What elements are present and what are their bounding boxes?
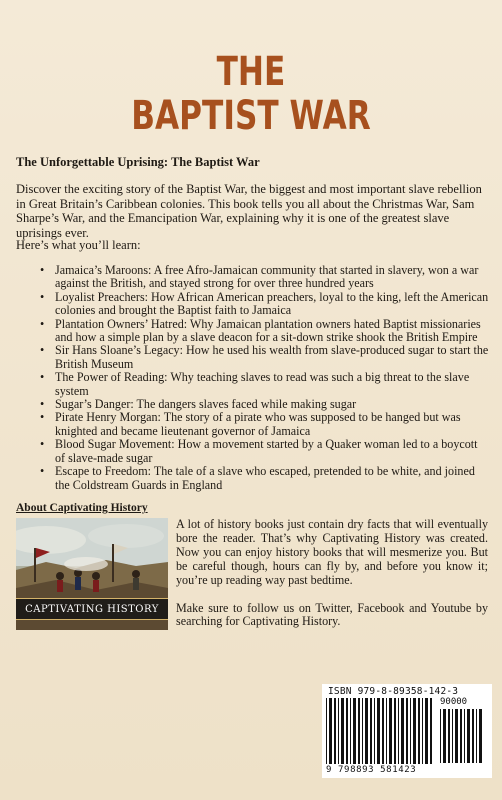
barcode-bar — [440, 709, 441, 763]
publisher-image — [16, 518, 168, 630]
barcode-bar — [382, 698, 384, 764]
addon-barcode-icon — [440, 709, 486, 763]
list-item: • Loyalist Preachers: How African American preachers, loyal to the king, left the American colonies and brought the Baptist faith to Jamaica — [40, 291, 490, 318]
barcode-bar — [338, 698, 339, 764]
barcode-bar — [479, 709, 482, 763]
publisher-brand-text: CAPTIVATING HISTORY — [25, 603, 159, 615]
barcode-digits: 9 798893 581423 — [326, 765, 417, 775]
blurb-subtitle: The Unforgettable Uprising: The Baptist War — [16, 155, 260, 169]
barcode-bar — [430, 698, 432, 764]
about-paragraph-1: A lot of history books just contain dry facts that will eventually bore the reader. That’s why Captivating History was created. Now you can enjoy history books that will mesmerize you. But be careful though, hours can fly by, and before you know it; you’re up reading way past bedtime. — [176, 517, 488, 587]
barcode-bar — [418, 698, 420, 764]
barcode — [322, 684, 492, 778]
barcode-bar — [476, 709, 477, 763]
list-item: • Escape to Freedom: The tale of a slave who escaped, pretended to be white, and joined the Coldstream Guards in England — [40, 465, 490, 492]
list-item: • Sugar’s Danger: The dangers slaves faced while making sugar — [40, 398, 490, 411]
barcode-bar — [389, 698, 392, 764]
list-item: • Plantation Owners’ Hatred: Why Jamaican plantation owners hated Baptist missionaries and how a simple plan by a slave deacon for a sit-down strike shook the British Empire — [40, 318, 490, 345]
barcode-bar — [346, 698, 348, 764]
barcode-bar — [374, 698, 375, 764]
barcode-bar — [422, 698, 423, 764]
list-item: • Sir Hans Sloane’s Legacy: How he used his wealth from slave-produced sugar to start the British Museum — [40, 344, 490, 371]
list-item: • The Power of Reading: Why teaching slaves to read was such a big threat to the slave system — [40, 371, 490, 398]
about-heading: About Captivating History — [16, 502, 148, 514]
list-item: • Pirate Henry Morgan: The story of a pirate who was supposed to be hanged but was knighted and became lieutenant governor of Jamaica — [40, 411, 490, 438]
barcode-bar — [358, 698, 360, 764]
barcode-bar — [401, 698, 404, 764]
barcode-bar — [334, 698, 336, 764]
barcode-bar — [341, 698, 344, 764]
barcode-bar — [472, 709, 474, 763]
publisher-brand-bar — [16, 598, 168, 620]
barcode-bar — [460, 709, 462, 763]
barcode-bar — [365, 698, 368, 764]
about-paragraph-2: Make sure to follow us on Twitter, Facebook and Youtube by searching for Captivating History. — [176, 600, 488, 629]
barcode-bar — [464, 709, 465, 763]
learn-heading: Here’s what you’ll learn: — [16, 238, 141, 252]
barcode-bar — [398, 698, 399, 764]
barcode-bar — [353, 698, 356, 764]
barcode-bar — [425, 698, 428, 764]
barcode-bar — [410, 698, 411, 764]
list-item: • Blood Sugar Movement: How a movement started by a Quaker woman led to a boycott of slave-made sugar — [40, 438, 490, 465]
isbn-text: ISBN 979-8-89358-142-3 — [328, 686, 459, 697]
about-text — [176, 518, 488, 643]
barcode-bar — [443, 709, 446, 763]
barcode-bar — [386, 698, 387, 764]
barcode-bar — [413, 698, 416, 764]
barcode-bar — [370, 698, 372, 764]
barcode-bar — [362, 698, 363, 764]
barcode-bar — [377, 698, 380, 764]
barcode-bar — [326, 698, 327, 764]
list-item: • Jamaica’s Maroons: A free Afro-Jamaican community that started in slavery, won a war against the British, and stayed strong for over three hundred years — [40, 264, 490, 291]
barcode-bar — [350, 698, 351, 764]
barcode-bar — [406, 698, 408, 764]
barcode-bar — [455, 709, 458, 763]
barcode-bar — [448, 709, 450, 763]
blurb-intro: Discover the exciting story of the Baptist War, the biggest and most important slave rebellion in Great Britain’s Caribbean colonies. This book tells you all about the Christmas War, Sam Sharpe’s War, and the Emancipation War, explaining why it is one of the greatest slave uprisings ever. — [16, 182, 482, 240]
barcode-bar — [452, 709, 453, 763]
price-code: 90000 — [440, 697, 468, 707]
title-line-1: THE — [216, 49, 286, 95]
title-line-2: BAPTIST WAR — [131, 93, 371, 139]
barcode-bar — [394, 698, 396, 764]
learn-list — [40, 264, 490, 492]
barcode-bar — [329, 698, 332, 764]
barcode-bar — [467, 709, 470, 763]
ean-barcode-icon — [326, 698, 434, 764]
